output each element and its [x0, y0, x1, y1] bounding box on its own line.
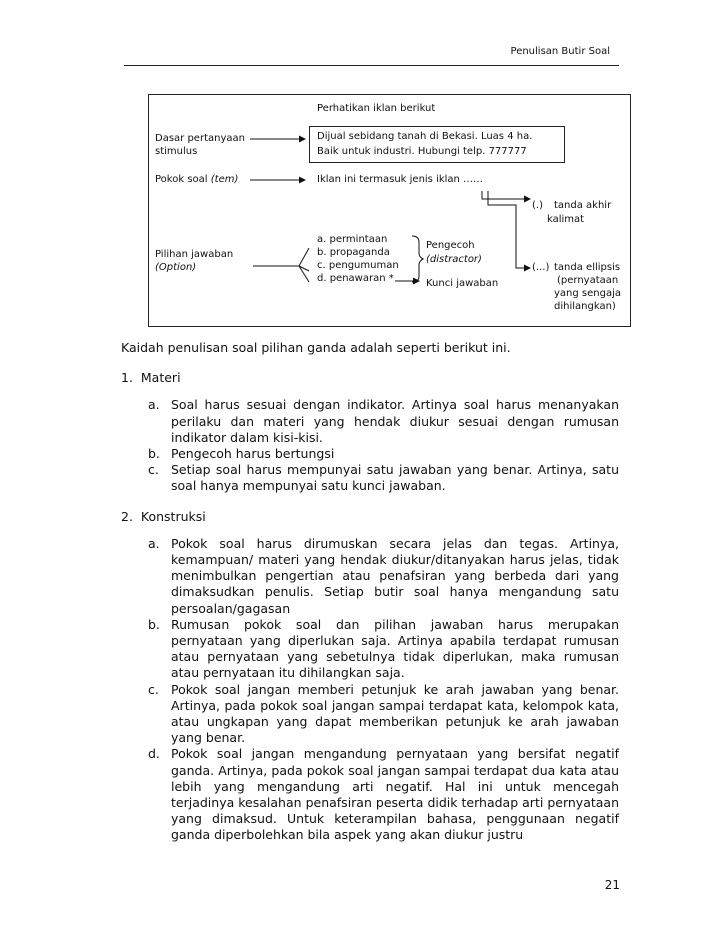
page-number: 21: [604, 878, 620, 892]
pokok-soal-text: Iklan ini termasuk jenis iklan ……: [317, 174, 484, 185]
distractor-brace: [412, 236, 423, 282]
distractor-label: Pengecoh: [426, 240, 475, 251]
list-item: b. Rumusan pokok soal dan pilihan jawaban harus merupakan pernyataan yang diperlukan saja. Artinya apabila terdapat rumusan atau pernyataan yang sebetulnya tidak diperlukan, maka rumusan atau pernyataan itu dihilangkan saja.: [148, 616, 619, 681]
running-header: Penulisan Butir Soal: [510, 46, 610, 57]
option-c: c. pengumuman: [317, 260, 399, 271]
options-bracket: [253, 248, 309, 282]
section-title: 2. Konstruksi: [121, 508, 206, 524]
item-anatomy-diagram: [148, 94, 631, 327]
stimulus-label: stimulus: [155, 146, 198, 157]
list-item: a. Pokok soal harus dirumuskan secara jelas dan tegas. Artinya, kemampuan/ materi yang hendak diukur/ditanyakan harus jelas, tidak menimbulkan pengertian atau penafsiran yang berbeda dari yang dimaksudkan penulis. Setiap butir soal hanya mengandung satu persoalan/gagasan: [148, 535, 619, 616]
option-a: a. permintaan: [317, 234, 388, 245]
stem-label: Dasar pertanyaan: [155, 133, 245, 144]
end-mark-label: (.): [532, 200, 543, 211]
section-materi: [121, 370, 619, 494]
options-label-italic: (Option): [155, 262, 197, 273]
list-item: a. Soal harus sesuai dengan indikator. Artinya soal harus menanyakan perilaku dan materi yang hendak diukur sesuai dengan rumusan indikator dalam kisi-kisi.: [148, 397, 619, 445]
diagram-instruction: Perhatikan iklan berikut: [317, 103, 436, 114]
stimulus-line-1: Dijual sebidang tanah di Bekasi. Luas 4 ha.: [317, 131, 533, 142]
end-mark-desc-2: kalimat: [547, 214, 585, 225]
list-item: b. Pengecoh harus bertungsi: [148, 446, 335, 462]
ellipsis-mark: (...): [532, 262, 550, 273]
list-item: c. Setiap soal harus mempunyai satu jawaban yang benar. Artinya, satu soal hanya mempunyai satu kunci jawaban.: [148, 462, 619, 494]
end-mark-connector: [482, 191, 530, 199]
ellipsis-desc-3: yang sengaja: [554, 288, 621, 299]
ellipsis-desc-2: (pernyataan: [557, 275, 619, 286]
section-konstruksi: [121, 509, 619, 844]
ellipsis-connector: [488, 191, 530, 268]
body-text: [121, 340, 619, 858]
options-label: Pilihan jawaban: [155, 249, 234, 260]
list-item: d. Pokok soal jangan mengandung pernyataan yang bersifat negatif ganda. Artinya, pada pokok soal jangan sampai terdapat dua kata atau lebih yang mengandung arti negatif. Hal ini untuk mencegah terjadinya kesalahan penafsiran peserta didik terhadap arti pernyataan yang dimaksud. Untuk keterampilan bahasa, penggunaan negatif ganda diperbolehkan bila aspek yang akan diukur justru: [148, 746, 619, 843]
pokok-soal-label: Pokok soal (tem): [155, 174, 239, 185]
key-label: Kunci jawaban: [426, 278, 499, 289]
option-d: d. penawaran *: [317, 273, 394, 284]
header-rule: [124, 65, 619, 66]
ellipsis-desc-1: tanda ellipsis: [554, 262, 621, 273]
distractor-italic: (distractor): [426, 254, 482, 265]
intro-paragraph: Kaidah penulisan soal pilihan ganda adalah seperti berikut ini.: [121, 340, 511, 355]
option-b: b. propaganda: [317, 247, 390, 258]
section-title: 1. Materi: [121, 370, 181, 386]
ellipsis-desc-4: dihilangkan): [554, 301, 616, 312]
list-item: c. Pokok soal jangan memberi petunjuk ke arah jawaban yang benar. Artinya, pada pokok soal jangan sampai terdapat kata, kelompok kata, atau ungkapan yang dapat memberikan petunjuk ke arah jawaban yang benar.: [148, 681, 619, 746]
stimulus-line-2: Baik untuk industri. Hubungi telp. 777777: [317, 146, 527, 157]
end-mark-desc-1: tanda akhir: [554, 200, 612, 211]
